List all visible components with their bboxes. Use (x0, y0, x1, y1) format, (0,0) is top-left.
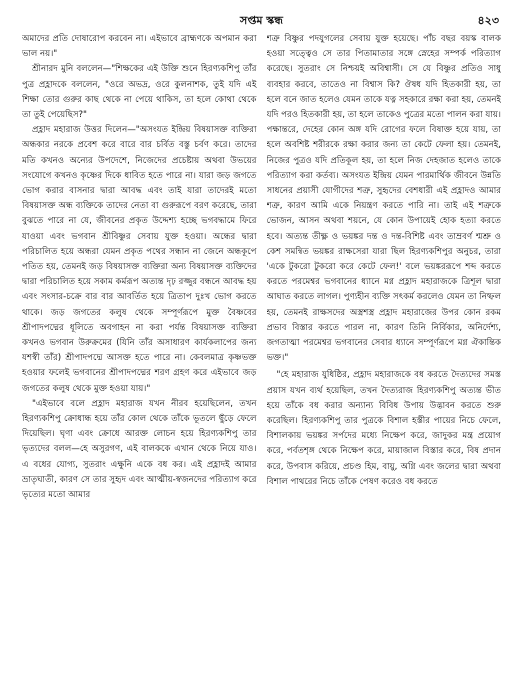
paragraph: শত্রু বিষ্ণুর পদযুগলের সেবায় যুক্ত হয়েছে। পাঁচ বছর বয়স্ক বালক হওয়া সত্ত্বেও সে তার পিতামাতার সঙ্গে স্নেহের সম্পর্ক পরিত্যাগ করেছে। সুতরাং সে নিশ্চয়ই অবিশ্বাসী। সে যে বিষ্ণুর প্রতিও সাধু ব্যবহার করবে, তাতেও না বিশ্বাস কি? ঔষধ যদি হিতকারী হয়, তা হলে বনে জাত হলেও যেমন তাকে যত্ন সহকারে রক্ষা করা হয়, তেমনই যদি পরও হিতকারী হয়, তা হলে তাকেও পুত্রের মতো পালন করা যায়। পক্ষান্তরে, দেহের কোন অঙ্গ যদি রোগের ফলে বিষাক্ত হয়ে যায়, তা হলে অবশিষ্ট শরীরকে রক্ষা করার জন্য তা কেটে ফেলা হয়। তেমনই, নিজের পুত্রও যদি প্রতিকূল হয়, তা হলে নিজ দেহজাত হলেও তাকে পরিত্যাগ করা কর্তব্য। অসংযত ইন্দ্রিয় যেমন পারমার্থিক জীবনে উন্নতি সাধনের প্রয়াসী যোগীদের শত্রু, সুহৃদের বেশধারী এই প্রহ্লাদও আমার শত্রু, কারণ আমি একে নিয়ন্ত্রণ করতে পারি না। তাই এই শত্রুকে ভোজন, আসন অথবা শয়নে, যে কোন উপায়েই হোক হত্যা করতে হবে। অত্যন্ত তীক্ষ্ণ ও ভয়ঙ্কর দন্ত ও দন্ত-বিশিষ্ট এবং তাম্রবর্ণ শ্মশ্রু ও কেশ সমন্বিত ভয়ঙ্কর রাক্ষসেরা যারা ছিল হিরণ্যকশিপুর অনুচর, তারা 'একে টুকরো টুকরো করে কেটে ফেল!' বলে ভয়ঙ্কররূপে শব্দ করতে করতে পরমেশ্বর ভগবানের ধ্যানে মগ্ন প্রহ্লাদ মহারাজকে ত্রিশূল দ্বারা আঘাত করতে লাগল। পুণ্যহীন ব্যক্তি সৎকর্ম করলেও যেমন তা নিষ্ফল হয়, তেমনই রাক্ষসদের অস্ত্রশস্ত্র প্রহ্লাদ মহারাজের উপর কোন রকম প্রভাব বিস্তার করতে পারল না, কারণ তিনি নির্বিকার, অনির্দেশ্য, জগতাত্মা পরমেশ্বর ভগবানের সেবার ধ্যানে সম্পূর্ণরূপে মগ্ন ঐকান্তিক ভক্ত।" (266, 34, 501, 364)
text-columns (22, 32, 501, 675)
paragraph: শ্রীনারদ মুনি বললেন—"শিক্ষকের এই উক্তি শুনে হিরণ্যকশিপু তাঁর পুত্র প্রহ্লাদকে বললেন, "ওরে অভদ্র, ওরে কুলনাশক, তুই যদি এই শিক্ষা তোর গুরুর কাছ থেকে না পেয়ে থাকিস, তা হলে কোথা থেকে তা তুই পেয়েছিস?" (22, 64, 257, 121)
running-head: সপ্তম স্কন্ধ (240, 14, 283, 27)
page-header (22, 8, 501, 30)
page-number: ৪২৩ (477, 14, 499, 27)
paragraph: "এইভাবে বলে প্রহ্লাদ মহারাজ যখন নীরব হয়েছিলেন, তখন হিরণ্যকশিপু ক্রোধান্ধ হয়ে তাঁর কোল থেকে তাঁকে ভূতলে ছুঁড়ে ফেলে দিয়েছিল। ঘৃণা এবং ক্রোধে আরক্ত লোচন হয়ে হিরণ্যকশিপু তার ভৃত্যদের বলল—হে অসুরগণ, এই বালককে এখান থেকে নিয়ে যাও। এ বধের যোগ্য, সুতরাং এক্ষুনি একে বধ কর। এই প্রহ্লাদই আমার ভ্রাতৃঘাতী, কারণ সে তার সুহৃদ এবং আত্মীয়-স্বজনদের পরিত্যাগ করে ভৃত্যের মতো আমার (22, 398, 257, 501)
paragraph: অমাদের প্রতি দোষারোপ করবেন না। এইভাবে ব্রাহ্মণকে অপমান করা ভাল নয়।" (22, 34, 257, 60)
paragraph: প্রহ্লাদ মহারাজ উত্তর দিলেন—"অসংযত ইন্দ্রিয় বিষয়াসক্ত ব্যক্তিরা অন্ধকার নরকে প্রবেশ করে বারে বার চর্বিত বস্তু চর্বণ করে। তাদের মতি কখনও অন্যের উপদেশে, নিজেদের প্রচেষ্টায় অথবা উভয়ের সংযোগে কখনও কৃষ্ণের দিকে ধাবিত হতে পারে না। যারা জড় জগতে ভোগ করার বাসনার দ্বারা আবদ্ধ এবং তাই যারা তাদেরই মতো বিষয়াসক্ত অন্ধ ব্যক্তিকে তাদের নেতা বা গুরুরূপে বরণ করেছে, তারা বুঝতে পারে না যে, জীবনের প্রকৃত উদ্দেশ্য হচ্ছে ভগবদ্ধামে ফিরে যাওয়া এবং ভগবান শ্রীবিষ্ণুর সেবায় যুক্ত হওয়া। অন্ধের দ্বারা পরিচালিত হয়ে অন্ধরা যেমন প্রকৃত পথের সন্ধান না জেনে অন্ধকূপে পতিত হয়, তেমনই জড় বিষয়াসক্ত ব্যক্তিরা অন্য বিষয়াসক্ত ব্যক্তিদের দ্বারা পরিচালিত হয়ে সকাম কর্মরূপ অত্যন্ত দৃঢ় রজ্জুর বন্ধনে আবদ্ধ হয় এবং সংসার-চক্রে বার বার আবর্তিত হয়ে ত্রিতাপ দুঃখ ভোগ করতে থাকে। জড় জগতের কলুষ থেকে সম্পূর্ণরূপে মুক্ত বৈষ্ণবের শ্রীপাদপদ্মের ধূলিতে অবগাহন না করা পর্যন্ত বিষয়াসক্ত ব্যক্তিরা কখনও ভগবান উরুক্রমের (যিনি তাঁর অসাধারণ কার্যকলাপের জন্য যশস্বী তাঁর) শ্রীপাদপদ্মে আসক্ত হতে পারে না। কেবলমাত্র কৃষ্ণভক্ত হওয়ার ফলেই ভগবানের শ্রীপাদপদ্মের শরণ গ্রহণ করে এইভাবে জড় জগতের কলুষ থেকে মুক্ত হওয়া যায়।" (22, 125, 257, 394)
left-column (22, 32, 257, 675)
right-column (267, 32, 502, 675)
paragraph: "হে মহারাজ যুধিষ্ঠির, প্রহ্লাদ মহারাজকে বধ করতে দৈত্যদের সমস্ত প্রয়াস যখন ব্যর্থ হয়েছিল, তখন দৈত্যরাজ হিরণ্যকশিপু অত্যন্ত ভীত হয়ে তাঁকে বধ করার অন্যান্য বিবিধ উপায় উদ্ভাবন করতে শুরু করেছিল। হিরণ্যকশিপু তার পুত্রকে বিশাল হস্তীর পায়ের নিচে ফেলে, বিশালকায় ভয়ঙ্কর সর্পদের মধ্যে নিক্ষেপ করে, জাদুকর মন্ত্র প্রয়োগ করে, পর্বতশৃঙ্গ থেকে নিক্ষেপ করে, মায়াজাল বিস্তার করে, বিষ প্রদান করে, উপবাস করিয়ে, প্রচণ্ড হিম, বায়ু, অগ্নি এবং জলের দ্বারা অথবা বিশাল পাথরের নিচে তাঁকে পেষণ করেও বধ করতে (266, 370, 501, 487)
